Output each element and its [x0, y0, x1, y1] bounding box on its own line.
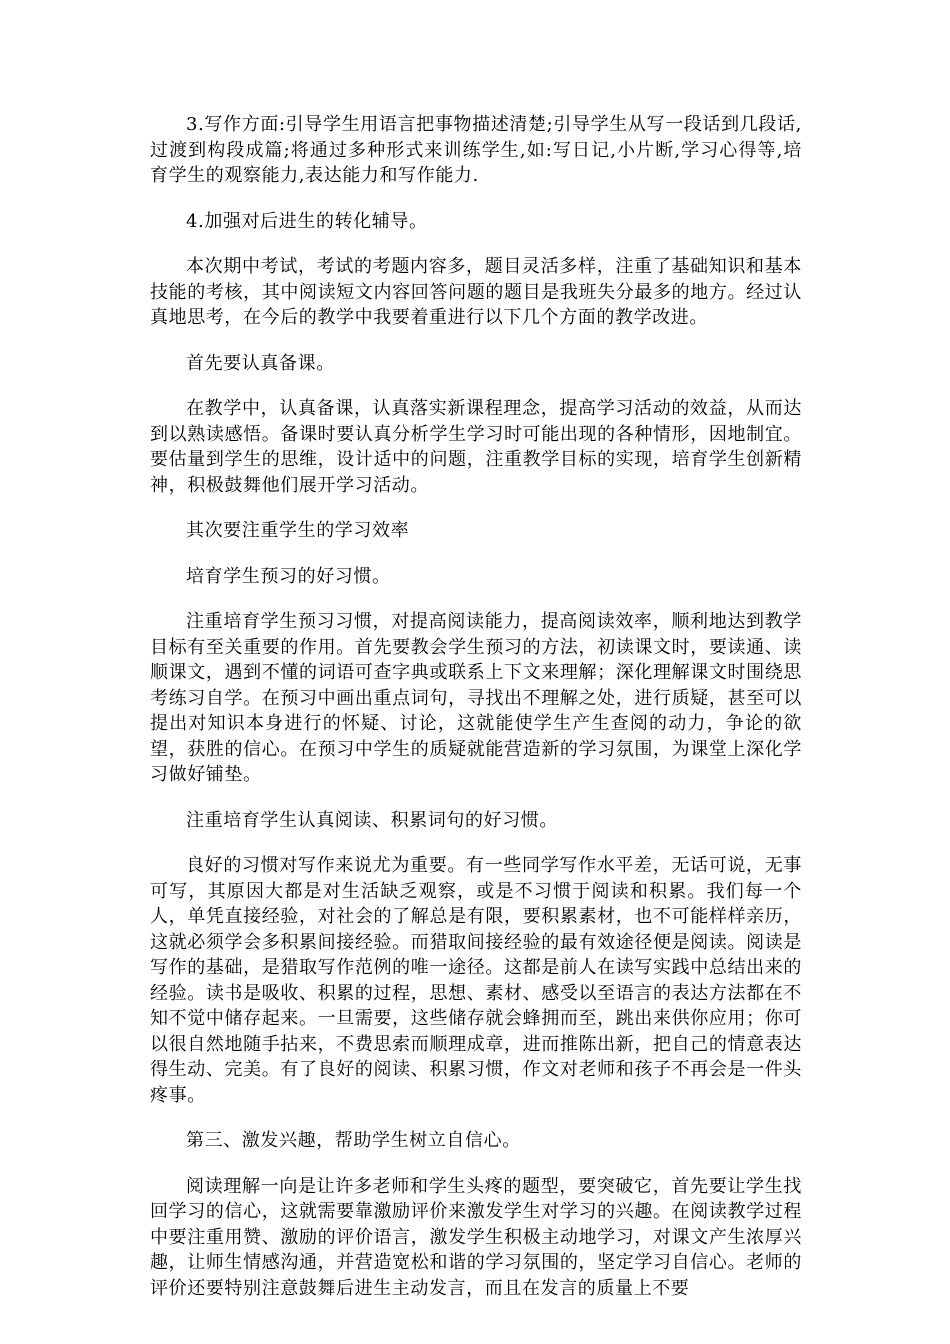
paragraph-lesson-preparation: 在教学中，认真备课，认真落实新课程理念，提高学习活动的效益，从而达到以熟读感悟。备课时要认真分析学生学习时可能出现的各种情形，因地制宜。要估量到学生的思维，设计适中的问题，注重教学目标的实现，培育学生创新精神，积极鼓舞他们展开学习活动。: [150, 398, 802, 496]
paragraph-remedial-tutoring: 4.加强对后进生的转化辅导。: [186, 210, 428, 232]
paragraph-midterm-exam: 本次期中考试，考试的考题内容多，题目灵活多样，注重了基础知识和基本技能的考核，其中阅读短文内容回答问题的题目是我班失分最多的地方。经过认真地思考，在今后的教学中我要着重进行以下几个方面的教学改进。: [150, 256, 802, 328]
document-body: [150, 112, 802, 1321]
heading-build-confidence: 第三、激发兴趣，帮助学生树立自信心。: [186, 1130, 521, 1151]
heading-reading-habit: 注重培育学生认真阅读、积累词句的好习惯。: [186, 809, 558, 831]
paragraph-reading-habit: 良好的习惯对写作来说尤为重要。有一些同学写作水平差，无话可说，无事可写，其原因大都是对生活缺乏观察，或是不习惯于阅读和积累。我们每一个人，单凭直接经验，对社会的了解总是有限，要积累素材，也不可能样样亲历，这就必须学会多积累间接经验。而猎取间接经验的最有效途径便是阅读。阅读是写作的基础，是猎取写作范例的唯一途径。这都是前人在读写实践中总结出来的经验。读书是吸收、积累的过程，思想、素材、感受以至语言的表达方法都在不知不觉中储存起来。一旦需要，这些储存就会蜂拥而至，跳出来供你应用；你可以很自然地随手拈来，不费思索而顺理成章，进而推陈出新，把自己的情意表达得生动、完美。有了良好的阅读、积累习惯，作文对老师和孩子不再会是一件头疼事。: [150, 855, 802, 1106]
heading-preview-habit: 培育学生预习的好习惯。: [186, 565, 391, 587]
paragraph-preview-habit: 注重培育学生预习习惯，对提高阅读能力，提高阅读效率，顺利地达到教学目标有至关重要的作用。首先要教会学生预习的方法，初读课文时，要读通、读顺课文，遇到不懂的词语可查字典或联系上下文来理解；深化理解课文时围绕思考练习自学。在预习中画出重点词句，寻找出不理解之处，进行质疑，甚至可以提出对知识本身进行的怀疑、讨论，这就能使学生产生查阅的动力，争论的欲望，获胜的信心。在预习中学生的质疑就能营造新的学习氛围，为课堂上深化学习做好铺垫。: [150, 611, 802, 785]
heading-learning-efficiency: 其次要注重学生的学习效率: [186, 520, 410, 541]
paragraph-writing-aspect: 3.写作方面:引导学生用语言把事物描述清楚;引导学生从写一段话到几段话,过渡到构段成篇;将通过多种形式来训练学生,如:写日记,小片断,学习心得等,培育学生的观察能力,表达能力和写作能力.: [150, 114, 802, 186]
paragraph-build-confidence: 阅读理解一向是让许多老师和学生头疼的题型，要突破它，首先要让学生找回学习的信心，这就需要靠激励评价来激发学生对学习的兴趣。在阅读教学过程中要注重用赞、激励的评价语言，激发学生积极主动地学习，对课文产生浓厚兴趣，让师生情感沟通，并营造宽松和谐的学习氛围的，坚定学习自信心。老师的评价还要特别注意鼓舞后进生主动发言，而且在发言的质量上不要: [150, 1175, 802, 1299]
heading-prepare-lessons: 首先要认真备课。: [186, 352, 335, 374]
